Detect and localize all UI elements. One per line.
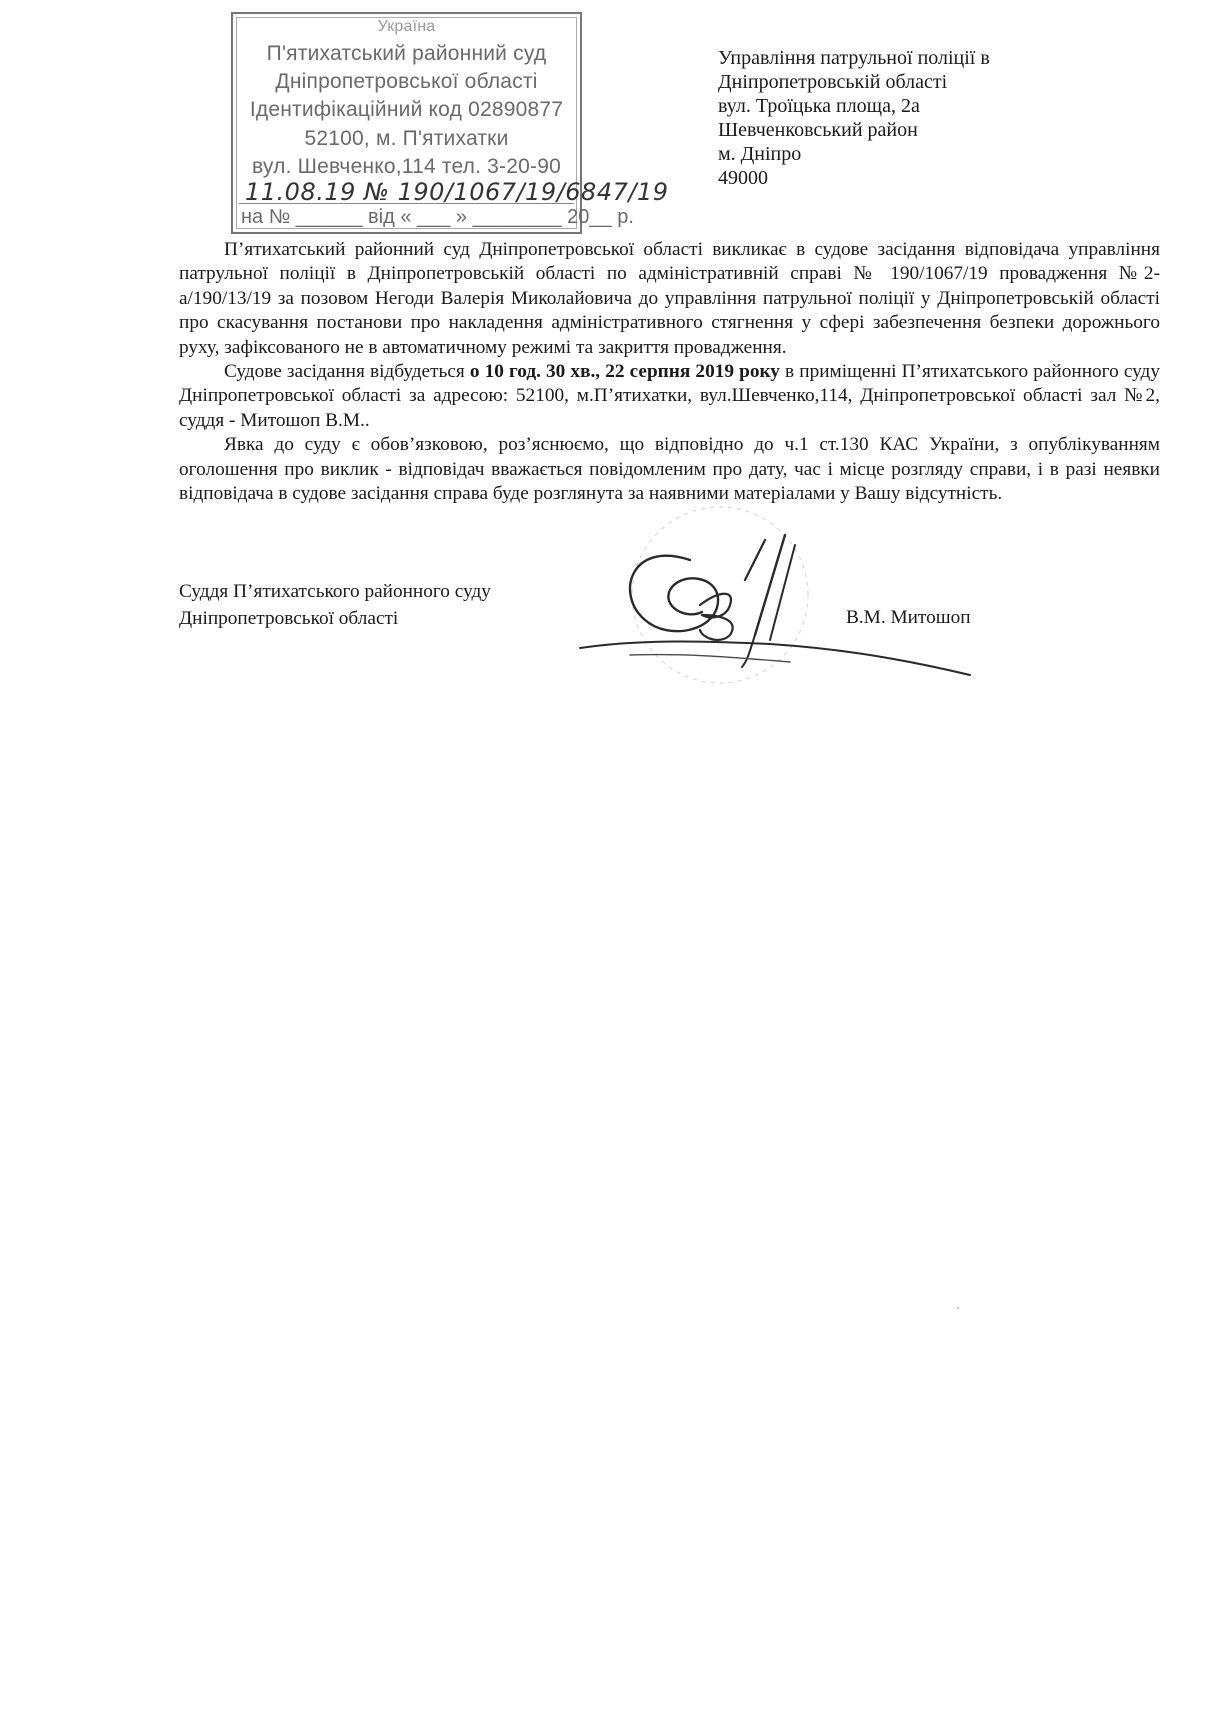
addressee-line: Шевченковський район xyxy=(718,119,918,141)
scan-speck xyxy=(957,1307,959,1309)
stamp-id-code: Ідентифікаційний код 02890877 xyxy=(249,98,564,121)
addressee-line: Дніпропетровській області xyxy=(718,71,948,93)
paragraph-attendance: Явка до суду є обов’язковою, роз’яснюємо, що відповідно до ч.1 ст.130 КАС України, з опублікуванням оголошення про виклик - відповідач вважається повідомленим про дату, час і місце розгляду справи, і в разі неявки відповідача в судове засідання справа буде розглянута за наявними матеріалами у Вашу відсутність. xyxy=(179,434,1160,505)
hearing-text-before: Судове засідання відбудеться xyxy=(224,361,470,383)
paragraph-summons: П’ятихатський районний суд Дніпропетровської області викликає в судове засідання відповідача управління патрульної поліції в Дніпропетровській області по адміністративній справі № 190/1067/19 провадження №2-а/190/13/19 за позовом Негоди Валерія Миколайовича до управління патрульної поліції у Дніпропетровській області про скасування постанови про накладення адміністративного стягнення у сфері забезпечення безпеки дорожнього руху, зафіксованого не в автоматичному режимі та закриття провадження. xyxy=(179,239,1160,358)
stamp-handwritten-reference: 11.08.19 № 190/1067/19/6847/19 xyxy=(245,178,669,206)
addressee-line: вул. Троїцька площа, 2а xyxy=(718,95,920,117)
stamp-country: Україна xyxy=(377,18,436,35)
addressee-line: м. Дніпро xyxy=(718,143,802,165)
stamp-region: Дніпропетровської області xyxy=(275,70,538,93)
hearing-text-after: в приміщенні П’ятихатського районного суду Дніпропетровської області за адресою: 52100, м.П’ятихатки, вул.Шевченко,114, Дніпропетровської області зал №2, суддя - Митошоп В.М.. xyxy=(179,361,1161,431)
stamp-street: вул. Шевченко,114 тел. 3-20-90 xyxy=(252,155,561,178)
paragraph-hearing-time xyxy=(179,360,1160,433)
stamp-divider xyxy=(239,203,574,204)
judge-title-line: Дніпропетровської області xyxy=(179,608,399,629)
stamp-city: 52100, м. П'ятихатки xyxy=(304,127,509,150)
hearing-datetime: о 10 год. 30 хв., 22 серпня 2019 року xyxy=(469,361,780,383)
judge-title xyxy=(179,578,491,632)
addressee-line: 49000 xyxy=(718,167,768,189)
court-stamp xyxy=(231,12,669,234)
judge-name: В.М. Митошоп xyxy=(846,607,971,628)
stamp-court-name: П'ятихатський районний суд xyxy=(266,42,547,65)
stamp-reply-to: на № ______ від « ___ » ________ 20__ р. xyxy=(241,206,634,228)
letter-body xyxy=(179,238,1160,506)
addressee-line: Управління патрульної поліції в xyxy=(718,47,990,69)
judge-title-line: Суддя П’ятихатського районного суду xyxy=(179,581,491,602)
addressee-block xyxy=(718,46,1048,190)
